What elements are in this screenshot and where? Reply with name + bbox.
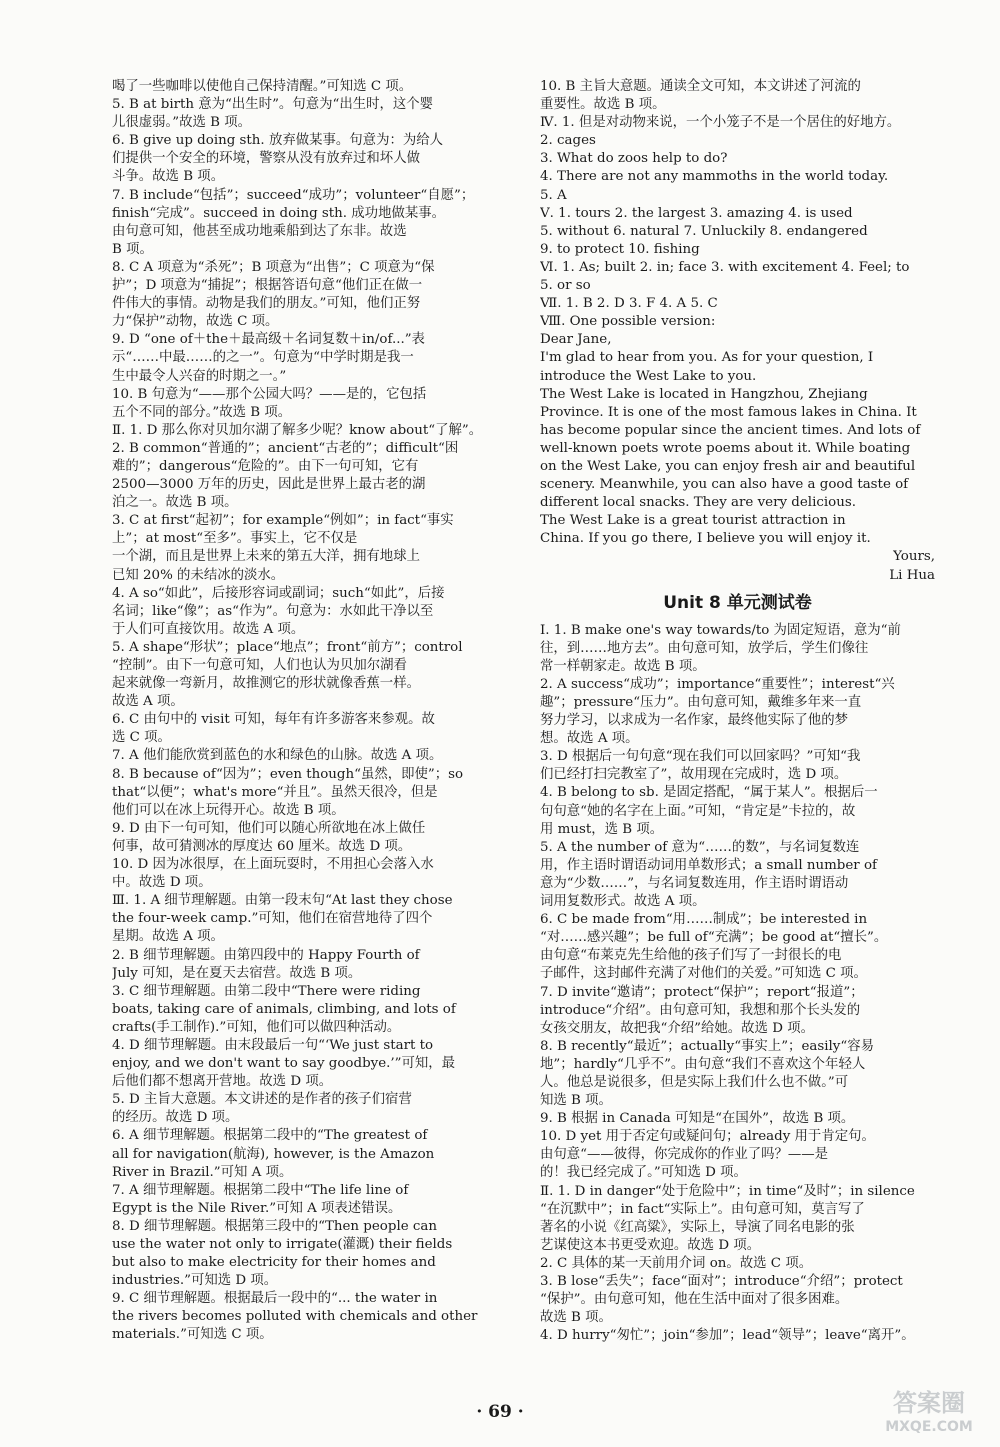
text-line: 们已经打扫完教室了”，故用现在完成时，选 D 项。 <box>540 767 848 783</box>
text-line: enjoy, and we don't want to say goodbye.’”可知，最 <box>112 1056 456 1072</box>
text-line: 已知 20% 的未结冰的淡水。 <box>112 567 285 583</box>
text-line: 女孩交朋友，故把我“介绍”给她。故选 D 项。 <box>540 1020 814 1036</box>
watermark-url: MXQE.COM <box>885 1419 973 1435</box>
text-line: 艺谋使这本书更受欢迎。故选 D 项。 <box>540 1237 761 1253</box>
signoff-name: Li Hua <box>889 567 935 583</box>
text-line: 7. B include“包括”；succeed“成功”；volunteer“自愿”； <box>112 187 475 203</box>
text-line: 常一样朝家走。故选 B 项。 <box>540 658 706 674</box>
text-line: 想。故选 A 项。 <box>540 731 639 747</box>
text-line: 2500—3000 万年的历史，因此是世界上最古老的湖 <box>112 477 426 493</box>
text-line: 示“……中最……的之一”。句意为“中学时期是我一 <box>112 350 414 366</box>
text-line: 一个湖，而且是世界上未来的第五大洋，拥有地球上 <box>112 549 420 565</box>
text-line: 们提供一个安全的环境，警察从没有放弃过和坏人做 <box>112 151 420 167</box>
text-line: 6. B give up doing sth. 放弃做某事。句意为：为给人 <box>112 133 444 149</box>
text-line: Ⅷ. One possible version: <box>540 314 716 330</box>
text-line: 5. A the number of 意为“……的数”，与名词复数连 <box>540 839 860 855</box>
text-line: I'm glad to hear from you. As for your question, I <box>540 350 874 366</box>
text-line: 故选 B 项。 <box>540 1310 612 1326</box>
watermark-logo <box>870 1381 988 1439</box>
text-line: Ⅵ. 1. As; built 2. in; face 3. with excitement 4. Feel; to <box>540 259 910 275</box>
text-line: 10. D yet 用于否定句或疑问句；already 用于肯定句。 <box>540 1129 875 1145</box>
text-line: 趣”；pressure“压力”。由句意可知，戴维多年来一直 <box>540 695 862 710</box>
text-line: 3. C at first“起初”；for example“例如”；in fact“事实 <box>112 513 454 529</box>
text-line: boats, taking care of animals, climbing, and lots of <box>112 1001 456 1017</box>
text-line: 著名的小说《红高粱》，实际上，导演了同名电影的张 <box>540 1219 855 1235</box>
text-line: introduce“介绍”。由句意可知，我想和那个长头发的 <box>540 1002 861 1018</box>
text-line: 斗争。故选 B 项。 <box>112 169 225 185</box>
text-line: different local snacks. They are very delicious. <box>540 495 856 511</box>
text-line: 儿很虚弱。”故选 B 项。 <box>112 115 252 131</box>
text-line: 5. A shape“形状”；place“地点”；front“前方”；control <box>112 639 463 655</box>
text-line: 星期。故选 A 项。 <box>112 929 224 945</box>
text-line: 9. C 细节理解题。根据最后一段中的“... the water in <box>112 1291 438 1307</box>
text-line: 2. A success“成功”；importance“重要性”；interest“兴 <box>540 676 895 692</box>
text-line: The West Lake is located in Hangzhou, Zhejiang <box>540 386 868 402</box>
text-line: July 可知，是在夏天去宿营。故选 B 项。 <box>112 965 362 981</box>
text-line: 5. A <box>540 187 567 203</box>
text-line: materials.”可知选 C 项。 <box>112 1327 273 1343</box>
text-line: crafts(手工制作).”可知，他们可以做四种活动。 <box>112 1019 401 1035</box>
text-line: 7. A 他们能欣赏到蓝色的水和绿色的山脉。故选 A 项。 <box>112 748 443 764</box>
text-line: 8. C A 项意为“杀死”；B 项意为“出售”；C 项意为“保 <box>112 259 435 275</box>
text-line: 2. B 细节理解题。由第四段中的 Happy Fourth of <box>112 947 420 963</box>
text-line: 句句意“她的名字在上面。”可知，“肯定是”卡拉的，故 <box>540 803 856 819</box>
text-line: 2. cages <box>540 133 596 149</box>
text-line: “控制”。由下一句意可知，人们也认为贝加尔湖看 <box>112 658 407 673</box>
text-line: has become popular since the ancient times. And lots of <box>540 422 921 438</box>
text-line: Province. It is one of the most famous lakes in China. It <box>540 404 917 420</box>
left-column <box>112 78 497 1345</box>
text-line: 8. B recently“最近”；actually“事实上”；easily“容易 <box>540 1038 874 1054</box>
text-line: 4. D 细节理解题。由末段最后一句“‘We just start to <box>112 1037 434 1053</box>
text-line: 于人们可直接饮用。故选 A 项。 <box>112 621 305 637</box>
right-column <box>540 78 935 1345</box>
text-line: 9. B 根据 in Canada 可知是“在国外”，故选 B 项。 <box>540 1111 855 1127</box>
text-line: Egypt is the Nile River.”可知 A 项表述错误。 <box>112 1200 402 1216</box>
text-line: all for navigation(航海), however, is the Amazon <box>112 1146 435 1162</box>
text-line: 难的”；dangerous“危险的”。由下一句可知，它有 <box>112 458 419 474</box>
text-line: 3. B lose“丢失”；face“面对”；introduce“介绍”；protect <box>540 1274 903 1289</box>
text-line: 9. D “one of＋the＋最高级＋名词复数＋in/of...”表 <box>112 332 425 348</box>
text-line: 3. What do zoos help to do? <box>540 151 728 167</box>
text-line: 意为“少数……”，与名词复数连用，作主语时谓语动 <box>540 875 849 891</box>
text-line: 5. B at birth 意为“出生时”。句意为“出生时，这个婴 <box>112 97 434 113</box>
text-line: use the water not only to irrigate(灌溉) their fields <box>112 1237 453 1252</box>
text-line: 的经历。故选 D 项。 <box>112 1110 239 1126</box>
text-line: 知选 B 项。 <box>540 1093 612 1109</box>
text-line: 7. D invite“邀请”；protect“保护”；report“报道”； <box>540 984 864 1000</box>
text-line: 上”；at most“至多”。事实上，它不仅是 <box>112 531 358 547</box>
text-line: 5. or so <box>540 278 591 294</box>
text-line: Ⅰ. 1. B make one's way towards/to 为固定短语，意为“前 <box>540 622 901 638</box>
text-line: 喝了一些咖啡以使他自己保持清醒。”可知选 C 项。 <box>112 79 413 94</box>
text-line: Ⅶ. 1. B 2. D 3. F 4. A 5. C <box>540 296 718 312</box>
text-line: 泊之一。故选 B 项。 <box>112 495 238 511</box>
text-line: 4. B belong to sb. 是固定搭配，“属于某人”。根据后一 <box>540 785 878 801</box>
text-line: but also to make electricity for their homes and <box>112 1255 436 1271</box>
text-line: well-known poets wrote poems about it. While boating <box>540 440 911 456</box>
text-line: 2. B common“普通的”；ancient“古老的”；difficult“困 <box>112 440 459 456</box>
text-line: 用 must，选 B 项。 <box>540 821 664 837</box>
text-line: River in Brazil.”可知 A 项。 <box>112 1164 293 1180</box>
text-line: 10. B 主旨大意题。通读全文可知，本文讲述了河流的 <box>540 79 861 94</box>
text-line: 五个不同的部分。”故选 B 项。 <box>112 404 292 420</box>
text-line: 努力学习，以求成为一名作家，最终他实际了他的梦 <box>540 713 848 729</box>
text-line: 6. A 细节理解题。根据第二段中的“The greatest of <box>112 1128 428 1144</box>
text-line: 故选 A 项。 <box>112 694 184 710</box>
text-line: 力“保护”动物，故选 C 项。 <box>112 314 279 330</box>
watermark-title: 答案圈 <box>893 1389 965 1417</box>
text-line: “对……感兴趣”；be full of“充满”；be good at“擅长”。 <box>540 930 888 946</box>
text-line: 名词；like“像”；as“作为”。句意为：水如此干净以至 <box>112 603 434 619</box>
text-line: 的！我已经完成了。”可知选 D 项。 <box>540 1165 747 1181</box>
text-line: Ⅳ. 1. 但是对动物来说，一个小笼子不是一个居住的好地方。 <box>540 115 901 131</box>
text-line: 他们可以在冰上玩得开心。故选 B 项。 <box>112 802 345 818</box>
text-line: 6. C 由句中的 visit 可知，每年有许多游客来参观。故 <box>112 712 435 728</box>
text-line: 2. C 具体的某一天前用介词 on。故选 C 项。 <box>540 1255 813 1271</box>
text-line: 用，作主语时谓语动词用单数形式；a small number of <box>540 857 877 873</box>
text-line: “保护”。由句意可知，他在生活中面对了很多困难。 <box>540 1292 849 1308</box>
text-line: 子邮件，这封邮件充满了对他们的关爱。”可知选 C 项。 <box>540 966 867 982</box>
text-line: 词用复数形式。故选 A 项。 <box>540 894 706 910</box>
text-line: 重要性。故选 B 项。 <box>540 97 666 113</box>
text-line: 4. A so“如此”，后接形容词或副词；such“如此”，后接 <box>112 585 445 601</box>
text-line: 后他们都不想离开营地。故选 D 项。 <box>112 1074 333 1090</box>
text-line: China. If you go there, I believe you will enjoy it. <box>540 531 871 547</box>
text-line: 件伟大的事情。动物是我们的朋友。”可知，他们正努 <box>112 296 421 312</box>
text-line: 5. D 主旨大意题。本文讲述的是作者的孩子们宿营 <box>112 1092 412 1108</box>
text-line: 人。他总是说很多，但是实际上我们什么也不做。”可 <box>540 1074 849 1090</box>
text-line: scenery. Meanwhile, you can also have a good taste of <box>540 477 909 493</box>
text-line: 10. B 句意为“——那个公园大吗？——是的，它包括 <box>112 386 427 402</box>
text-line: 选 C 项。 <box>112 730 171 746</box>
text-line: that“以便”；what's more“并且”。虽然天很冷，但是 <box>112 784 438 800</box>
text-line: 何事，故可猜测冰的厚度达 60 厘米。故选 D 项。 <box>112 838 412 854</box>
text-line: 3. D 根据后一句句意“现在我们可以回家吗？”可知“我 <box>540 749 861 765</box>
text-line: 生中最令人兴奋的时期之一。” <box>112 368 287 384</box>
text-line: 由句意“——彼得，你完成你的作业了吗？——是 <box>540 1147 829 1163</box>
text-line: finish“完成”。succeed in doing sth. 成功地做某事。 <box>112 205 446 221</box>
text-line: 由句意“布莱克先生给他的孩子们写了一封很长的电 <box>540 948 842 964</box>
text-line: 8. D 细节理解题。根据第三段中的“Then people can <box>112 1218 438 1234</box>
text-line: introduce the West Lake to you. <box>540 368 757 384</box>
text-line: 地”；hardly“几乎不”。由句意“我们不喜欢这个年轻人 <box>540 1056 866 1072</box>
text-line: “在沉默中”；in fact“实际上”。由句意可知，莫言写了 <box>540 1201 865 1217</box>
text-line: Ⅱ. 1. D in danger“处于危险中”；in time“及时”；in silence <box>540 1183 915 1199</box>
text-line: Ⅴ. 1. tours 2. the largest 3. amazing 4. is used <box>540 205 853 221</box>
text-line: The West Lake is a great tourist attraction in <box>540 513 846 529</box>
text-line: 10. D 因为冰很厚，在上面玩耍时，不用担心会落入水 <box>112 857 434 873</box>
text-line: 由句意可知，他甚至成功地乘船到达了东非。故选 <box>112 223 407 239</box>
answer-block-unit8 <box>540 622 935 1346</box>
text-line: 9. to protect 10. fishing <box>540 241 700 257</box>
signoff-yours: Yours, <box>893 549 935 565</box>
text-line: 3. C 细节理解题。由第二段中“There were riding <box>112 983 421 999</box>
text-line: on the West Lake, you can enjoy fresh air and beautiful <box>540 458 916 474</box>
text-line: 4. D hurry“匆忙”；join“参加”；lead“领导”；leave“离开”。 <box>540 1328 915 1344</box>
text-line: 4. There are not any mammoths in the world today. <box>540 169 889 185</box>
answer-block-unit7-end <box>540 78 935 548</box>
page-number: · 69 · <box>476 1402 524 1422</box>
text-line: Ⅱ. 1. D 那么你对贝加尔湖了解多少呢？know about“了解”。 <box>112 422 483 438</box>
text-line: Dear Jane, <box>540 332 612 348</box>
text-line: 往，到……地方去”。由句意可知，放学后，学生们像往 <box>540 640 869 656</box>
text-line: 中。故选 D 项。 <box>112 875 212 891</box>
text-line: 8. B because of“因为”；even though“虽然，即使”；so <box>112 766 464 782</box>
text-line: 5. without 6. natural 7. Unluckily 8. endangered <box>540 223 868 239</box>
text-line: Ⅲ. 1. A 细节理解题。由第一段末句“At last they chose <box>112 893 453 909</box>
text-line: 起来就像一弯新月，故推测它的形状就像香蕉一样。 <box>112 676 420 692</box>
text-line: 9. D 由下一句可知，他们可以随心所欲地在冰上做任 <box>112 820 426 836</box>
text-line: the four-week camp.”可知，他们在宿营地待了四个 <box>112 911 433 927</box>
text-line: 6. C be made from“用……制成”；be interested in <box>540 912 868 928</box>
unit-heading: Unit 8 单元测试卷 <box>663 592 812 613</box>
text-line: industries.”可知选 D 项。 <box>112 1273 278 1289</box>
text-line: 7. A 细节理解题。根据第二段中“The life line of <box>112 1182 409 1198</box>
text-line: B 项。 <box>112 241 153 257</box>
text-line: the rivers becomes polluted with chemicals and other <box>112 1309 478 1325</box>
text-line: 护”；D 项意为“捕捉”；根据答语句意“他们正在做一 <box>112 278 423 294</box>
